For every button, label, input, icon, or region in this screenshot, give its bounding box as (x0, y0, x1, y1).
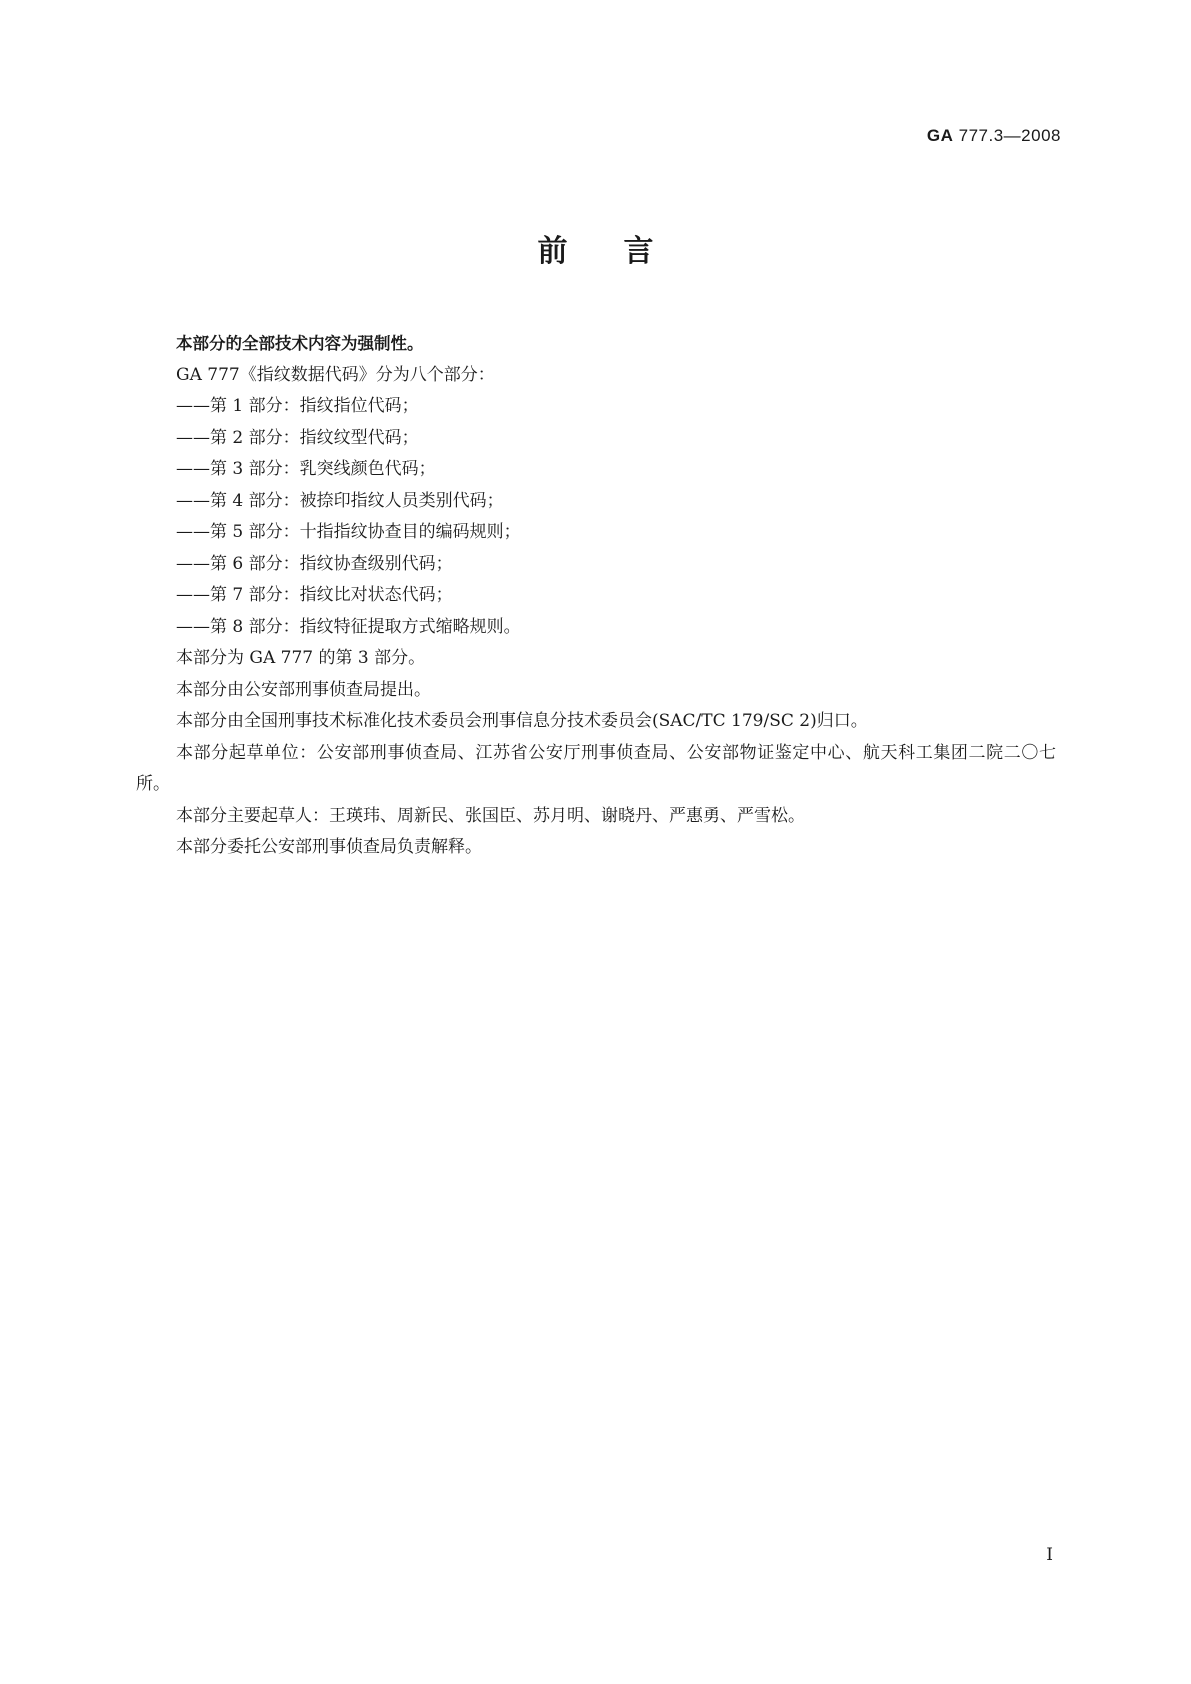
list-item-part-1: ——第 1 部分：指纹指位代码； (176, 396, 419, 416)
list-item-part-4: ——第 4 部分：被捺印指纹人员类别代码； (176, 490, 504, 511)
document-code-number: 777.3—2008 (953, 126, 1061, 145)
list-item-part-3: ——第 3 部分：乳突线颜色代码； (176, 459, 436, 479)
management-statement: 本部分由全国刑事技术标准化技术委员会刑事信息分技术委员会(SAC/TC 179/SC 2)归口。 (176, 711, 868, 731)
foreword-body (136, 328, 1056, 864)
page-title: 前言 (537, 234, 710, 269)
interpretation-statement: 本部分委托公安部刑事侦查局负责解释。 (176, 837, 482, 857)
mandatory-statement: 本部分的全部技术内容为强制性。 (176, 334, 424, 353)
list-item-part-5: ——第 5 部分：十指指纹协查目的编码规则； (176, 522, 521, 542)
proposer-statement: 本部分由公安部刑事侦查局提出。 (176, 679, 431, 700)
parts-intro: GA 777《指纹数据代码》分为八个部分： (176, 364, 495, 385)
list-item-part-6: ——第 6 部分：指纹协查级别代码； (176, 553, 453, 574)
part-statement: 本部分为 GA 777 的第 3 部分。 (176, 648, 426, 668)
main-drafters: 本部分主要起草人：王瑛玮、周新民、张国臣、苏月明、谢晓丹、严惠勇、严雪松。 (176, 805, 805, 826)
list-item-part-8: ——第 8 部分：指纹特征提取方式缩略规则。 (176, 616, 521, 637)
list-item-part-2: ——第 2 部分：指纹纹型代码； (176, 427, 419, 448)
document-code-prefix: GA (926, 126, 954, 145)
list-item-part-7: ——第 7 部分：指纹比对状态代码； (176, 585, 453, 605)
document-code (927, 126, 1061, 146)
page-number: I (1046, 1545, 1053, 1565)
drafting-units: 本部分起草单位：公安部刑事侦查局、江苏省公安厅刑事侦查局、公安部物证鉴定中心、航天科工集团二院二〇七所。 (136, 742, 1056, 794)
